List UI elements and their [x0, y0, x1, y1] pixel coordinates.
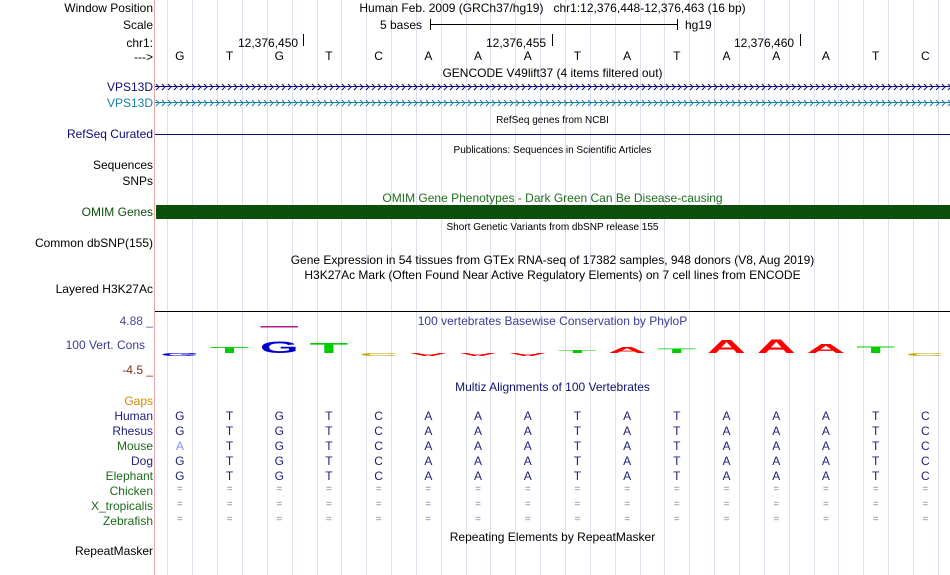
scale-label: Scale	[122, 18, 153, 32]
species-label[interactable]: Zebrafish	[102, 514, 153, 528]
alignment-base: =	[226, 499, 233, 510]
alignment-base: A	[623, 409, 632, 423]
short-variants-track-title: Short Genetic Variants from dbSNP release 155	[446, 222, 659, 233]
chrom-label: chr1:	[126, 36, 153, 50]
alignment-base: C	[374, 439, 383, 453]
alignment-base: T	[325, 424, 333, 438]
base-letter: A	[474, 49, 483, 63]
repeatmasker-track-title: Repeating Elements by RepeatMasker	[449, 530, 656, 544]
base-letter: A	[722, 49, 731, 63]
base-letter: C	[374, 49, 383, 63]
alignment-base: A	[623, 424, 632, 438]
alignment-base: T	[871, 424, 880, 438]
alignment-base: G	[274, 424, 284, 438]
alignment-base: =	[723, 514, 730, 525]
alignment-base: T	[325, 454, 333, 468]
alignment-base: G	[175, 409, 185, 423]
species-label[interactable]: Rhesus	[112, 424, 153, 438]
alignment-base: T	[573, 454, 582, 468]
alignment-base: T	[573, 424, 582, 438]
base-letter: T	[673, 49, 681, 63]
alignment-base: =	[226, 484, 233, 495]
species-label[interactable]: Dog	[130, 454, 153, 468]
snps-label[interactable]: SNPs	[122, 174, 153, 188]
scale-bar	[430, 24, 678, 25]
alignment-base: A	[772, 454, 781, 468]
phylop-logo-letter: A	[707, 336, 746, 358]
alignment-base: =	[773, 499, 780, 510]
alignment-base: T	[325, 409, 333, 423]
phylop-label[interactable]: 100 Vert. Cons	[65, 338, 145, 352]
scale-db-label: hg19	[685, 18, 712, 32]
alignment-base: T	[871, 469, 880, 483]
alignment-base: A	[821, 454, 830, 468]
refseq-curated-label[interactable]: RefSeq Curated	[66, 127, 153, 141]
alignment-base: T	[325, 469, 333, 483]
alignment-base: A	[623, 439, 632, 453]
alignment-base: =	[226, 514, 233, 525]
alignment-base: A	[821, 409, 830, 423]
alignment-base: A	[474, 424, 483, 438]
alignment-base: T	[673, 454, 681, 468]
species-label[interactable]: X_tropicalis	[90, 499, 153, 513]
alignment-base: =	[475, 499, 481, 510]
phylop-logo-letter: A	[756, 335, 796, 358]
h3k27ac-track-title: H3K27Ac Mark (Often Found Near Active Regulatory Elements) on 7 cell lines from ENCODE	[304, 268, 801, 282]
alignment-base: C	[921, 469, 930, 483]
phylop-logo-letter: T	[657, 347, 698, 355]
alignment-base: =	[326, 514, 332, 525]
phylop-logo-letter: G	[160, 352, 200, 357]
alignment-base: =	[872, 514, 879, 525]
alignment-base: =	[176, 499, 183, 510]
alignment-base: C	[921, 454, 930, 468]
alignment-base: =	[574, 484, 581, 495]
base-letter: A	[772, 49, 781, 63]
alignment-base: T	[673, 439, 681, 453]
phylop-logo-letter: A	[458, 351, 498, 357]
alignment-base: =	[872, 484, 879, 495]
alignment-base: =	[524, 484, 531, 495]
sequences-label[interactable]: Sequences	[92, 158, 153, 172]
phylop-logo-letter: C	[359, 352, 399, 357]
species-label[interactable]: Elephant	[105, 469, 153, 483]
alignment-base: T	[573, 469, 582, 483]
alignment-base: A	[523, 424, 532, 438]
phylop-logo-letter: G	[259, 337, 299, 357]
alignment-base: =	[673, 484, 680, 495]
scale-bar-left-tick	[430, 19, 431, 30]
phylop-logo-letter: T	[210, 345, 250, 355]
alignment-base: =	[276, 514, 283, 525]
layered-h3k27ac-label[interactable]: Layered H3K27Ac	[55, 282, 153, 296]
alignment-base: T	[225, 409, 234, 423]
alignment-base: T	[673, 469, 681, 483]
alignment-base: =	[524, 499, 531, 510]
window-position-text: Human Feb. 2009 (GRCh37/hg19) chr1:12,376,448-12,376,463 (16 bp)	[359, 1, 746, 15]
alignment-base: A	[722, 409, 731, 423]
alignment-base: =	[823, 499, 829, 510]
gene-vps13d-1-track[interactable]	[155, 82, 950, 92]
alignment-base: =	[673, 499, 680, 510]
alignment-base: A	[772, 409, 781, 423]
scale-bases-text: 5 bases	[380, 18, 423, 32]
alignment-base: =	[624, 514, 631, 525]
species-label[interactable]: Human	[114, 409, 153, 423]
coord-tick-1	[303, 34, 304, 46]
phylop-highlight-bar	[260, 326, 298, 328]
phylop-logo-letter: A	[607, 345, 647, 355]
alignment-base: G	[175, 424, 185, 438]
alignment-base: A	[424, 454, 433, 468]
base-letter: G	[274, 49, 284, 63]
alignment-base: A	[821, 439, 830, 453]
coord-label-2: 12,376,455	[486, 36, 547, 50]
phylop-max-value: 4.88 _	[119, 314, 153, 328]
phylop-logo-letter: T	[856, 345, 896, 356]
alignment-base: T	[573, 409, 582, 423]
alignment-base: A	[821, 469, 830, 483]
alignment-base: A	[722, 454, 731, 468]
alignment-base: =	[574, 514, 581, 525]
alignment-base: A	[424, 424, 433, 438]
alignment-base: =	[425, 499, 432, 510]
alignment-base: =	[922, 514, 929, 525]
base-letter: A	[623, 49, 632, 63]
alignment-base: =	[773, 514, 780, 525]
alignment-base: C	[374, 454, 383, 468]
window-position-label: Window Position	[64, 1, 153, 15]
alignment-base: T	[225, 439, 234, 453]
alignment-base: A	[424, 469, 433, 483]
alignment-base: =	[922, 484, 929, 495]
alignment-base: A	[523, 439, 532, 453]
alignment-base: A	[623, 469, 632, 483]
omim-track-title: OMIM Gene Phenotypes - Dark Green Can Be Disease-causing	[382, 191, 723, 205]
alignment-base: C	[374, 424, 383, 438]
gtex-track-title: Gene Expression in 54 tissues from GTEx RNA-seq of 17382 samples, 948 donors (V8, Aug 2019)	[290, 253, 815, 267]
alignment-base: A	[523, 454, 532, 468]
alignment-base: G	[175, 469, 185, 483]
alignment-base: T	[225, 454, 234, 468]
alignment-base: =	[524, 514, 531, 525]
alignment-base: A	[474, 409, 483, 423]
alignment-base: =	[375, 484, 382, 495]
alignment-base: T	[871, 409, 880, 423]
alignment-base: A	[424, 409, 433, 423]
common-dbsnp-label[interactable]: Common dbSNP(155)	[34, 236, 153, 250]
alignment-base: =	[624, 499, 631, 510]
phylop-logo-letter: T	[309, 340, 350, 357]
alignment-base: G	[274, 409, 284, 423]
alignment-base: A	[772, 424, 781, 438]
gene-vps13d-2-label[interactable]: VPS13D	[106, 96, 153, 110]
alignment-base: G	[175, 454, 185, 468]
alignment-base: A	[722, 424, 731, 438]
alignment-base: T	[871, 439, 880, 453]
alignment-base: =	[475, 514, 481, 525]
base-letter: A	[821, 49, 830, 63]
phylop-sequence-logo[interactable]	[155, 316, 950, 386]
species-label[interactable]: Chicken	[109, 484, 153, 498]
alignment-base: =	[176, 514, 183, 525]
alignment-base: C	[921, 409, 930, 423]
base-letter: T	[573, 49, 582, 63]
alignment-base: C	[374, 469, 383, 483]
alignment-base: T	[673, 409, 681, 423]
alignment-base: =	[425, 514, 432, 525]
phylop-logo-letter: A	[408, 352, 448, 357]
strand-arrow-label: --->	[134, 50, 153, 64]
alignment-base: A	[722, 469, 731, 483]
phylop-logo-letter: A	[508, 351, 548, 358]
gaps-label[interactable]: Gaps	[124, 394, 153, 408]
alignment-base: A	[474, 439, 483, 453]
base-letter: T	[871, 49, 880, 63]
alignment-base: =	[773, 484, 780, 495]
coord-label-1: 12,376,450	[238, 36, 299, 50]
alignment-base: A	[722, 439, 731, 453]
alignment-base: =	[723, 499, 730, 510]
alignment-base: =	[326, 484, 332, 495]
alignment-base: A	[623, 454, 632, 468]
gene-vps13d-1-label[interactable]: VPS13D	[106, 80, 153, 94]
alignment-base: G	[274, 469, 284, 483]
omim-genes-label[interactable]: OMIM Genes	[81, 205, 153, 219]
alignment-base: =	[375, 499, 382, 510]
alignment-base: =	[823, 484, 829, 495]
alignment-base: =	[574, 499, 581, 510]
gene-vps13d-2-track[interactable]	[155, 98, 950, 108]
alignment-base: A	[474, 454, 483, 468]
refseq-gene-line[interactable]	[155, 134, 950, 135]
multiz-track-title: Multiz Alignments of 100 Vertebrates	[455, 380, 650, 394]
alignment-base: G	[274, 454, 284, 468]
alignment-base: T	[225, 424, 234, 438]
scale-bar-right-tick	[677, 19, 678, 30]
alignment-base: C	[374, 409, 383, 423]
alignment-base: G	[274, 439, 284, 453]
alignment-base: =	[673, 514, 680, 525]
phylop-track-title: 100 vertebrates Basewise Conservation by PhyloP	[417, 314, 688, 328]
alignment-base: =	[723, 484, 730, 495]
alignment-base: A	[772, 469, 781, 483]
phylop-logo-letter: T	[558, 349, 599, 355]
gencode-track-title: GENCODE V49lift37 (4 items filtered out)	[442, 66, 663, 80]
phylop-min-value: -4.5 _	[122, 363, 153, 377]
alignment-base: =	[872, 499, 879, 510]
alignment-base: T	[573, 439, 582, 453]
alignment-base: C	[921, 439, 930, 453]
phylop-logo-letter: A	[806, 342, 846, 356]
alignment-base: =	[176, 484, 183, 495]
h3k27ac-baseline	[155, 311, 950, 312]
alignment-base: =	[475, 484, 481, 495]
alignment-base: =	[425, 484, 432, 495]
coord-tick-3	[800, 34, 801, 46]
alignment-base: A	[424, 439, 433, 453]
phylop-logo-letter: C	[905, 352, 945, 357]
alignment-base: T	[225, 469, 234, 483]
alignment-base: A	[175, 439, 184, 453]
alignment-base: =	[276, 484, 283, 495]
alignment-base: A	[523, 469, 532, 483]
repeatmasker-label[interactable]: RepeatMasker	[74, 544, 153, 558]
alignment-base: A	[821, 424, 830, 438]
alignment-base: A	[523, 409, 532, 423]
coord-label-3: 12,376,460	[734, 36, 795, 50]
alignment-base: =	[823, 514, 829, 525]
species-label[interactable]: Mouse	[116, 439, 153, 453]
alignment-base: =	[326, 499, 332, 510]
alignment-base: T	[325, 439, 333, 453]
alignment-base: T	[871, 454, 880, 468]
alignment-base: A	[772, 439, 781, 453]
publications-track-title: Publications: Sequences in Scientific Articles	[453, 145, 652, 156]
refseq-track-title: RefSeq genes from NCBI	[496, 115, 609, 126]
base-letter: T	[325, 49, 333, 63]
base-letter: G	[175, 49, 185, 63]
alignment-base: C	[921, 424, 930, 438]
alignment-base: T	[673, 424, 681, 438]
base-letter: T	[225, 49, 234, 63]
alignment-base: =	[624, 484, 631, 495]
alignment-base: =	[276, 499, 283, 510]
base-letter: A	[424, 49, 433, 63]
alignment-base: A	[474, 469, 483, 483]
coord-tick-2	[552, 34, 553, 46]
alignment-base: =	[922, 499, 929, 510]
omim-gene-bar[interactable]	[156, 205, 950, 219]
base-letter: C	[921, 49, 930, 63]
base-letter: A	[523, 49, 532, 63]
alignment-base: =	[375, 514, 382, 525]
